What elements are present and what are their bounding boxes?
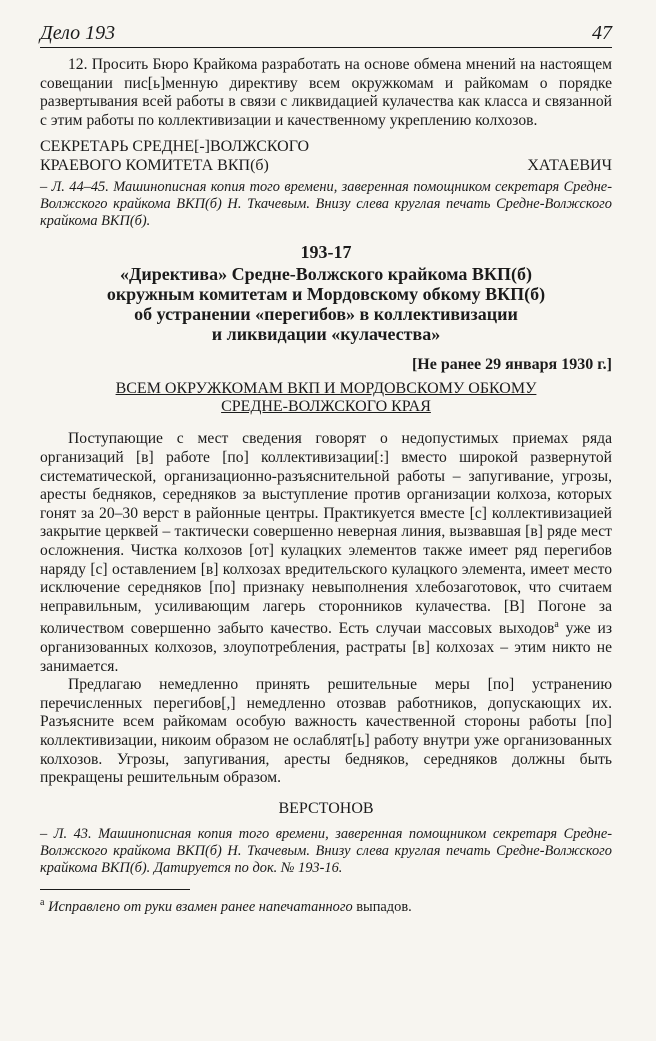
body-paragraph-2: Предлагаю немедленно принять решительные меры [по] устранению перечисленных перегибов[,] немедленно отозвав работников, допускающих их. Разъясните всем райкомам особую важность качественной стороны работы [по] коллективизации, никоим образом не ослаблят[ь] работу внутри уже организованных колхозов. Угрозы, запугивания, аресты бедняков, середняков должны быть прекращены решительным образом. (40, 676, 612, 787)
signature-title-line1: СЕКРЕТАРЬ СРЕДНЕ[-]ВОЛЖСКОГО (40, 138, 310, 156)
item-12: 12. Просить Бюро Крайкома разработать на основе обмена мнений на настоящем совещании пис[ь]менную директиву всем окружкомам и райкомам о порядке развертывания всей работы в связи с ликвидацией кулачества как класса и связанной с этим работы по коллективизации и качественному укреплению колхозов. (40, 56, 612, 129)
footnote-text-regular: выпадов. (352, 898, 412, 915)
footnote (40, 894, 612, 916)
footnote-text-italic: Исправлено от руки взамен ранее напечатанного (48, 898, 353, 915)
addressee-line-1: ВСЕМ ОКРУЖКОМАМ ВКП И МОРДОВСКОМУ ОБКОМУ (115, 380, 537, 398)
footnote-rule (40, 889, 190, 890)
signature-block-1 (40, 138, 612, 175)
title-line-2: окружным комитетам и Мордовскому обкому ВКП(б) (106, 284, 546, 305)
document-number: 193-17 (300, 242, 352, 263)
signature-name: ХАТАЕВИЧ (527, 156, 612, 174)
archival-source-1: – Л. 44–45. Машинописная копия того времени, заверенная помощником секретаря Средне-Волжского крайкома ВКП(б) Н. Ткачевым. Внизу слева круглая печать Средне-Волжского крайкома ВКП(б). (40, 179, 612, 230)
signature-title-line2: КРАЕВОГО КОМИТЕТА ВКП(б) (40, 156, 269, 174)
archival-source-2: – Л. 43. Машинописная копия того времени, заверенная помощником секретаря Средне-Волжского крайкома ВКП(б) Н. Ткачевым. Внизу слева круглая печать Средне-Волжского крайкома ВКП(б). Датируется по док. № 193-16. (40, 825, 612, 876)
header-rule (40, 47, 612, 48)
signature-2: ВЕРСТОНОВ (278, 799, 374, 817)
addressee-line-2: СРЕДНЕ-ВОЛЖСКОГО КРАЯ (221, 398, 431, 416)
footnote-mark: а (40, 896, 45, 908)
page-header (40, 22, 612, 45)
title-line-4: и ликвидации «кулачества» (211, 324, 441, 345)
para1-part2: уже из организованных колхозов, злоупотребления, растраты [в] колхозах – этим никто не занимается. (40, 620, 612, 675)
title-line-3: об устранении «перегибов» в коллективизации (134, 304, 518, 325)
title-line-1: «Директива» Средне-Волжского крайкома ВКП(б) (120, 264, 532, 285)
body-paragraph-1 (40, 430, 612, 676)
page-number: 47 (592, 22, 612, 44)
addressee (40, 380, 612, 416)
document-title (40, 264, 612, 344)
footnote-ref: a (554, 619, 559, 631)
case-title: Дело 193 (40, 22, 116, 44)
document-date: [Не ранее 29 января 1930 г.] (411, 356, 612, 374)
para1-part1: Поступающие с мест сведения говорят о недопустимых приемах ряда организаций [в] работе [по] коллективизации[:] вместо широкой развернутой систематической, организационно-разъяснительной работы – запугивание, угрозы, аресты бедняков, середняков за выступление против организации колхоза, которых гонят за 20–30 верст в районные центры. Практикуется вместе [с] коллективизацией закрытие церквей – тактически совершенно неверная линия, вызвавшая [в] ряде мест осложнения. Чистка колхозов [от] кулацких элементов также имеет ряд перегибов наряду [с] оставлением [в] колхозах вредительского кулацкого элемента, имеет место исключение середняков [по] признаку невыполнения хлебозаготовок, что считаем неправильным, усиливающим лагерь сторонников кулачества. [В] Погоне за количеством совершенно забыто качество. Есть случаи массовых выходов (40, 430, 612, 638)
